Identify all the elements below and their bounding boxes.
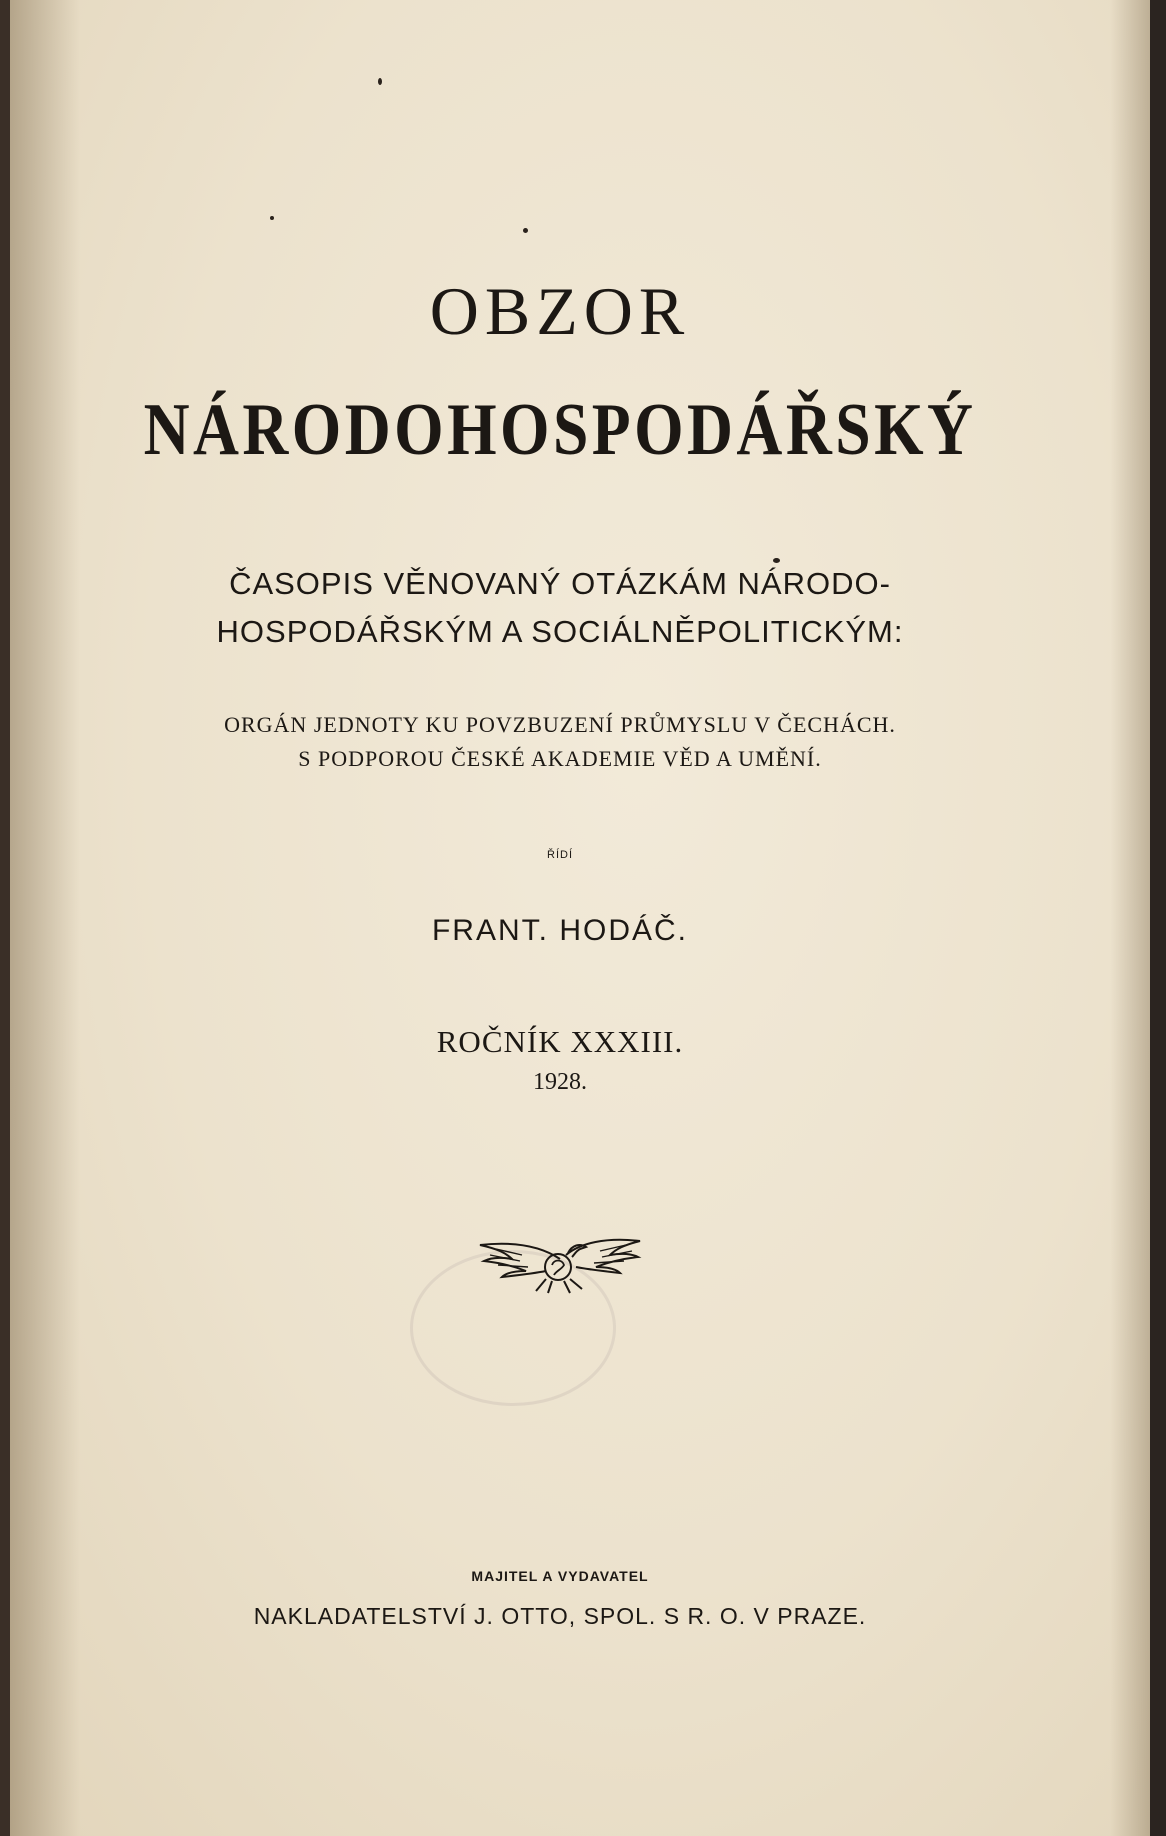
- owner-publisher-label: MAJITEL A VYDAVATEL: [471, 1568, 649, 1584]
- subtitle-line-1: ČASOPIS VĚNOVANÝ OTÁZKÁM NÁRODO-: [229, 566, 891, 601]
- publication-year: 1928.: [533, 1069, 587, 1095]
- organ-statement-line-1: ORGÁN JEDNOTY KU POVZBUZENÍ PRŮMYSLU V ČECHÁCH.: [224, 712, 896, 737]
- volume-number: ROČNÍK XXXIII.: [436, 1024, 684, 1059]
- publisher-imprint: NAKLADATELSTVÍ J. OTTO, SPOL. S R. O. V PRAZE.: [253, 1603, 867, 1629]
- ink-speck: [523, 228, 528, 233]
- edited-by-label: ŘÍDÍ: [547, 849, 573, 861]
- editor-name: FRANT. HODÁČ.: [431, 914, 688, 947]
- journal-title-second-line: NÁRODOHOSPODÁŘSKÝ: [143, 389, 977, 471]
- eagle-emblem-icon: [476, 1225, 644, 1295]
- ink-speck: [270, 216, 274, 220]
- ink-speck: [773, 558, 780, 563]
- organ-statement-line-2: S PODPOROU ČESKÉ AKADEMIE VĚD A UMĚNÍ.: [298, 746, 822, 771]
- journal-title: OBZOR: [429, 273, 691, 349]
- subtitle-line-2: HOSPODÁŘSKÝM A SOCIÁLNĚPOLITICKÝM:: [216, 614, 904, 649]
- ink-speck: [378, 78, 382, 85]
- title-page: [10, 0, 1150, 1836]
